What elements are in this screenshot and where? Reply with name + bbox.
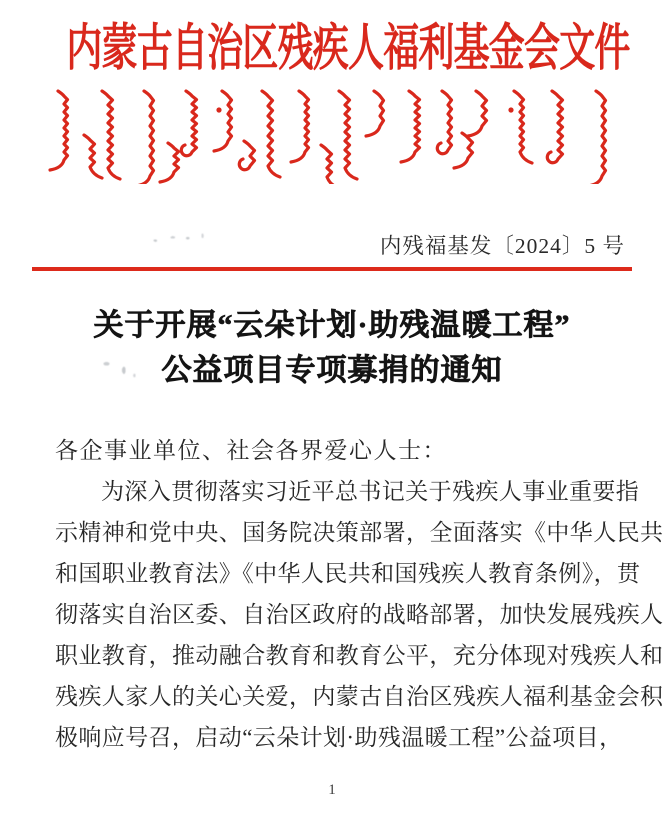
page-number: 1 xyxy=(328,782,336,798)
body-text-line: 极响应号召，启动“云朵计划·助残温暖工程”公益项目， xyxy=(55,725,623,750)
body-text-line: 残疾人家人的关心关爱，内蒙古自治区残疾人福利基金会积 xyxy=(55,684,664,709)
document-title-line-1: 关于开展“云朵计划·助残温暖工程” xyxy=(93,309,571,342)
letterhead-org-title: 内蒙古自治区残疾人福利基金会文件 xyxy=(66,20,630,77)
red-divider-rule xyxy=(32,267,632,271)
document-body xyxy=(55,430,664,758)
mongolian-script-text xyxy=(0,84,664,184)
scan-smudge xyxy=(148,231,210,247)
body-text-line: 和国职业教育法》《中华人民共和国残疾人教育条例》，贯 xyxy=(55,561,641,586)
document-title-line-2: 公益项目专项募捐的通知 xyxy=(161,354,503,387)
document-number: 内残福基发〔2024〕5 号 xyxy=(379,234,625,258)
body-text-line: 示精神和党中央、国务院决策部署，全面落实《中华人民共 xyxy=(55,520,664,545)
mongolian-script-svg xyxy=(0,84,664,184)
salutation-line: 各企事业单位、社会各界爱心人士： xyxy=(55,438,447,463)
body-text-line: 职业教育，推动融合教育和教育公平，充分体现对残疾人和 xyxy=(55,643,664,668)
body-text-line: 为深入贯彻落实习近平总书记关于残疾人事业重要指 xyxy=(101,479,640,504)
document-title xyxy=(0,303,664,393)
body-text-line: 彻落实自治区委、自治区政府的战略部署，加快发展残疾人 xyxy=(55,602,664,627)
